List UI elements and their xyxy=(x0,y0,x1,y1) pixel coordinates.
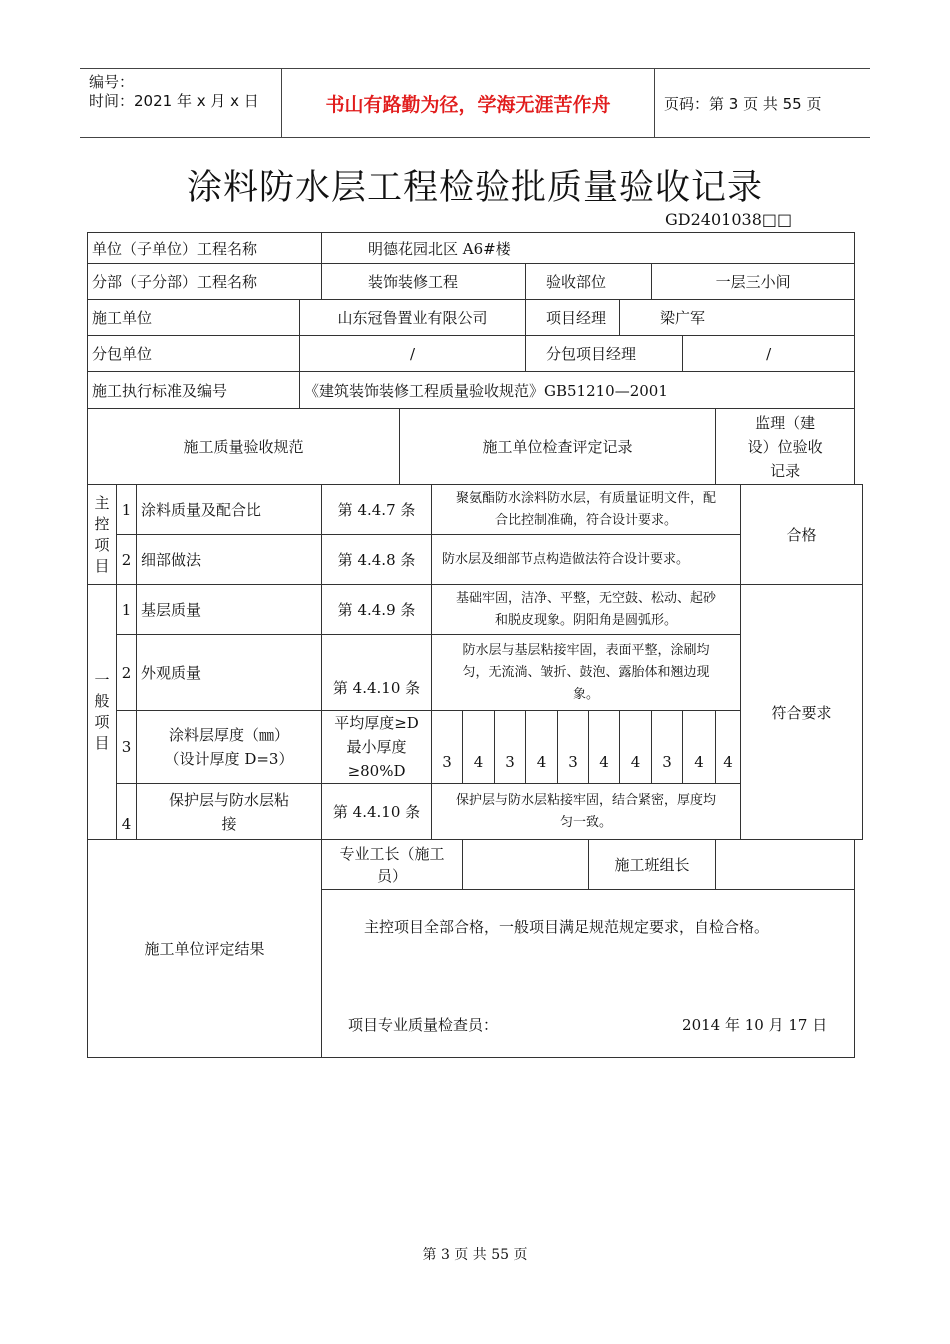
group-char: 般 xyxy=(94,692,110,710)
document-code: GD2401038□□ xyxy=(665,210,793,229)
measurement-cell: 4 xyxy=(683,711,716,784)
item-name: 涂料质量及配合比 xyxy=(137,485,322,535)
measurement-cell: 3 xyxy=(558,711,589,784)
measurement-cell: 4 xyxy=(620,711,652,784)
record-line: 基础牢固，洁净、平整，无空鼓、松动、起砂 xyxy=(456,590,717,606)
record-line: 匀一致。 xyxy=(560,814,613,830)
time-label: 时间：2021 年 x 月 x 日 xyxy=(89,92,259,110)
subcontract-value: / xyxy=(300,336,526,372)
record-line: 聚氨酯防水涂料防水层，有质量证明文件，配 xyxy=(456,490,717,506)
item-num: 2 xyxy=(117,635,137,711)
evaluation-label: 施工单位评定结果 xyxy=(88,840,322,1058)
item-clause: 第 4.4.7 条 xyxy=(322,485,432,535)
group-char: 控 xyxy=(94,514,110,533)
subdivision-label: 分部（子分部）工程名称 xyxy=(88,264,322,300)
record-line: 合比控制准确，符合设计要求。 xyxy=(495,512,678,528)
team-leader-label: 施工班组长 xyxy=(589,840,716,890)
group-char: 目 xyxy=(94,734,110,752)
record-line: 和脱皮现象。阴阳角是圆弧形。 xyxy=(495,612,678,628)
constructor-value: 山东冠鲁置业有限公司 xyxy=(300,300,526,336)
item-name-line: 接 xyxy=(221,814,237,833)
item-name: 基层质量 xyxy=(137,585,322,635)
measurement-cell: 4 xyxy=(716,711,741,784)
pm-value: 梁广军 xyxy=(620,300,855,336)
item-num: 4 xyxy=(117,784,137,840)
group-char: 项 xyxy=(94,535,110,554)
supervisor-header-line: 设）位验收 xyxy=(747,437,823,456)
inspector-label: 项目专业质量检查员： xyxy=(348,1016,499,1034)
measurement-cell: 3 xyxy=(652,711,683,784)
spec-header: 施工质量验收规范 xyxy=(88,409,400,485)
row-table-header xyxy=(88,409,863,485)
item-clause xyxy=(322,711,432,784)
item-record xyxy=(432,784,741,840)
item-clause: 第 4.4.10 条 xyxy=(322,784,432,840)
item-clause: 第 4.4.9 条 xyxy=(322,585,432,635)
group-char: 主 xyxy=(94,493,110,512)
record-line: 防水层与基层粘接牢固，表面平整，涂刷均 xyxy=(462,642,710,658)
record-line: 匀，无流淌、皱折、鼓泡、露胎体和翘边现 xyxy=(462,664,710,680)
standard-value: 《建筑装饰装修工程质量验收规范》GB51210—2001 xyxy=(300,372,855,409)
clause-line: 平均厚度≥D xyxy=(334,714,419,732)
supervisor-header xyxy=(716,409,855,485)
subcontract-label: 分包单位 xyxy=(88,336,300,372)
foreman-label xyxy=(322,840,463,890)
main-control-group-label xyxy=(88,485,117,585)
evaluation-content xyxy=(322,890,855,1058)
measurement-cell: 3 xyxy=(495,711,526,784)
item-name: 外观质量 xyxy=(137,635,322,711)
item-num: 1 xyxy=(117,585,137,635)
item-name-line: （设计厚度 D=3） xyxy=(164,750,294,768)
accept-part-value: 一层三小间 xyxy=(652,264,855,300)
main-control-item-1 xyxy=(88,485,863,535)
measurement-cell: 3 xyxy=(432,711,463,784)
item-name xyxy=(137,711,322,784)
document-title: 涂料防水层工程检验批质量验收记录 xyxy=(186,168,763,208)
standard-label: 施工执行标准及编号 xyxy=(88,372,300,409)
item-clause: 第 4.4.8 条 xyxy=(322,535,432,585)
measurement-cell: 4 xyxy=(589,711,620,784)
motto: 书山有路勤为径，学海无涯苦作舟 xyxy=(281,69,655,137)
accept-part-label: 验收部位 xyxy=(526,264,652,300)
item-record: 防水层及细部节点构造做法符合设计要求。 xyxy=(432,535,741,585)
item-name-line: 涂料层厚度（㎜） xyxy=(169,726,290,744)
group-char: 一 xyxy=(94,671,110,689)
general-result: 符合要求 xyxy=(741,585,863,840)
foreman-signature xyxy=(463,840,589,890)
sub-pm-label: 分包项目经理 xyxy=(526,336,683,372)
clause-line: 最小厚度≥80%D xyxy=(346,738,407,780)
item-num: 1 xyxy=(117,485,137,535)
item-name: 细部做法 xyxy=(137,535,322,585)
main-control-result: 合格 xyxy=(741,485,863,585)
item-name xyxy=(137,784,322,840)
item-clause: 第 4.4.10 条 xyxy=(322,635,432,711)
evaluation-date: 2014 年 10 月 17 日 xyxy=(682,1016,828,1034)
general-item-1 xyxy=(88,585,863,635)
item-name-line: 保护层与防水层粘 xyxy=(169,790,290,809)
item-record xyxy=(432,585,741,635)
item-record xyxy=(432,485,741,535)
header-meta xyxy=(80,69,280,137)
inspection-table xyxy=(87,232,863,1058)
measurement-cell: 4 xyxy=(526,711,558,784)
foreman-label-line: 专业工长（施工 xyxy=(339,844,445,863)
sub-pm-value: / xyxy=(683,336,855,372)
supervisor-header-line: 监理（建 xyxy=(755,413,816,432)
foreman-label-line: 员） xyxy=(377,866,408,885)
page-header xyxy=(80,68,870,138)
pm-label: 项目经理 xyxy=(526,300,620,336)
row-constructor xyxy=(88,300,863,336)
evaluation-conclusion: 主控项目全部合格，一般项目满足规范规定要求，自检合格。 xyxy=(364,918,770,936)
measurement-cell: 4 xyxy=(463,711,495,784)
item-record xyxy=(432,635,741,711)
record-line: 象。 xyxy=(573,686,600,702)
unit-label: 单位（子单位）工程名称 xyxy=(88,233,322,264)
subdivision-value: 装饰装修工程 xyxy=(322,264,526,300)
unit-value: 明德花园北区 A6#楼 xyxy=(322,233,855,264)
supervisor-header-line: 记录 xyxy=(770,461,801,480)
row-standard xyxy=(88,372,863,409)
record-line: 保护层与防水层粘接牢固，结合紧密，厚度均 xyxy=(456,792,717,808)
check-header: 施工单位检查评定记录 xyxy=(400,409,716,485)
group-char: 项 xyxy=(94,713,110,731)
team-leader-signature xyxy=(716,840,855,890)
page-info: 页码：第 3 页 共 55 页 xyxy=(664,94,822,113)
constructor-label: 施工单位 xyxy=(88,300,300,336)
number-label: 编号： xyxy=(89,73,135,91)
page-footer: 第 3 页 共 55 页 xyxy=(422,1247,528,1263)
row-subdivision xyxy=(88,264,863,300)
item-num: 2 xyxy=(117,535,137,585)
item-num: 3 xyxy=(117,711,137,784)
row-unit xyxy=(88,233,863,264)
evaluation-signature-row xyxy=(88,840,863,890)
group-char: 目 xyxy=(94,556,110,575)
general-group-label xyxy=(88,585,117,840)
row-subcontract xyxy=(88,336,863,372)
